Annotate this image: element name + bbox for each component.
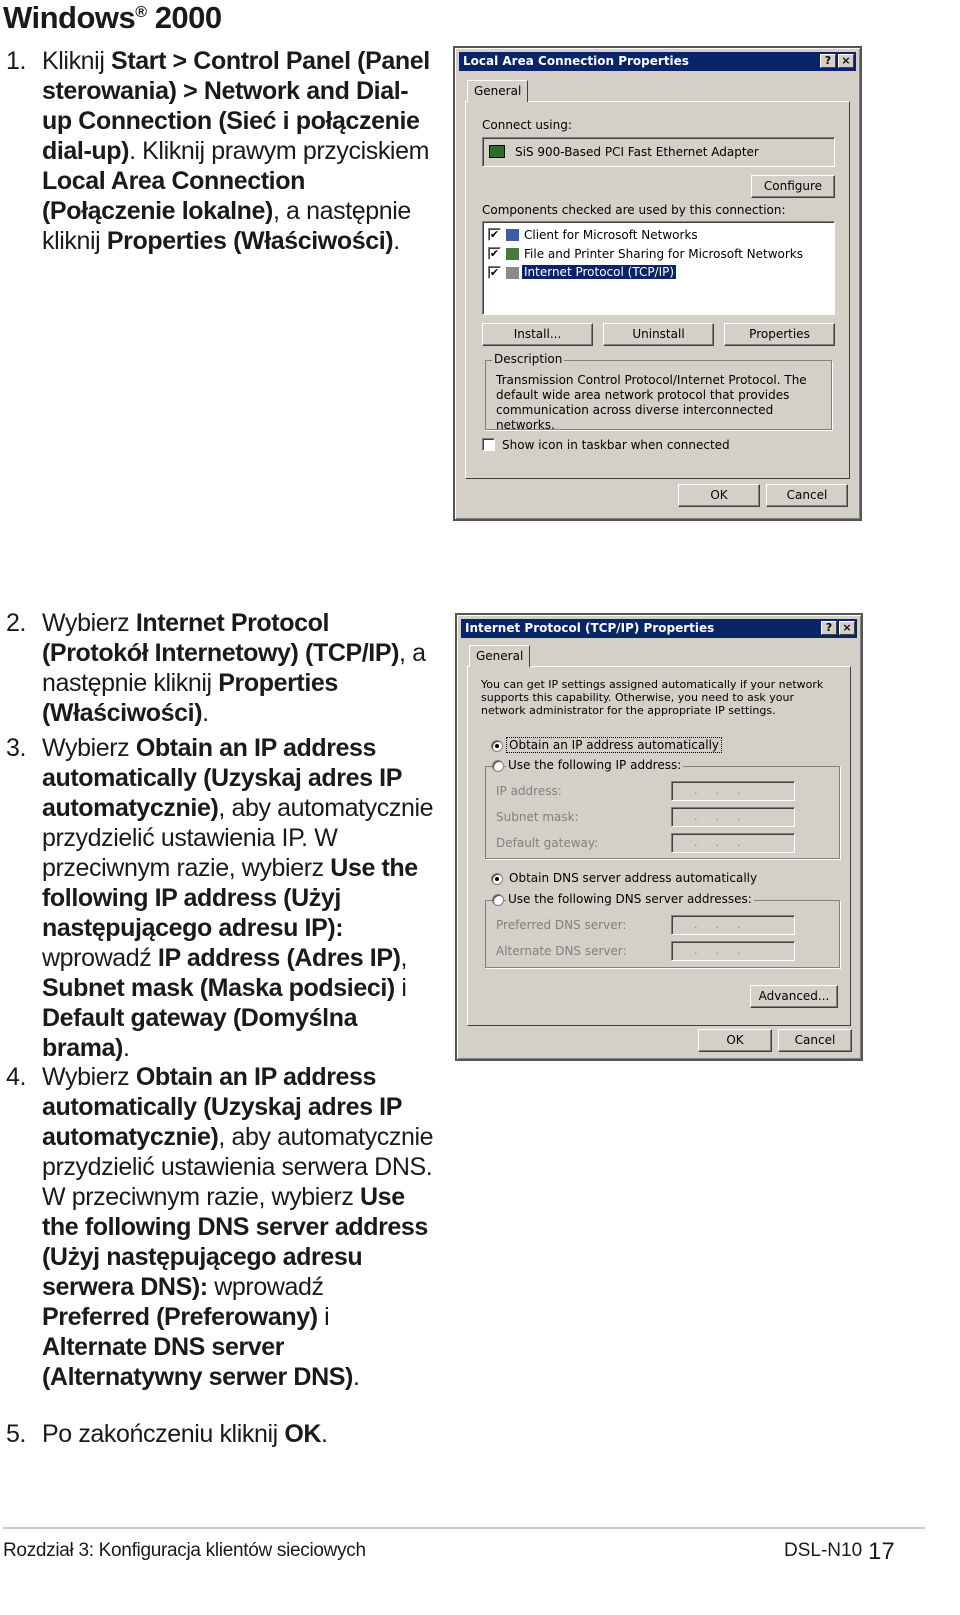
configure-button[interactable]: Configure xyxy=(751,175,835,198)
step-text-segment: , xyxy=(400,944,408,972)
footer-divider xyxy=(3,1527,925,1529)
step-text-segment: Use the following IP address (Użyj następującego adresu IP): xyxy=(42,854,418,942)
use-dns-radio[interactable] xyxy=(492,894,504,906)
step-2 xyxy=(6,608,436,728)
default-gateway-label: Default gateway: xyxy=(496,836,599,850)
step-text-segment: Start > Control Panel (Panel sterowania) > Network and Dial-up Connection (Sieć i połączenie dial-up) xyxy=(42,47,430,165)
step-number: 5. xyxy=(6,1420,27,1448)
components-label: Components checked are used by this connection: xyxy=(482,203,786,217)
step-text-segment: i xyxy=(317,1303,330,1331)
use-ip-radio[interactable] xyxy=(492,760,504,772)
obtain-dns-radio[interactable] xyxy=(491,873,503,885)
show-icon-label: Show icon in taskbar when connected xyxy=(502,438,730,452)
step-text-segment: Wybierz xyxy=(42,734,136,762)
subnet-mask-input[interactable]: ... xyxy=(671,807,795,827)
list-item[interactable] xyxy=(488,265,818,281)
dialog-titlebar xyxy=(459,52,856,71)
step-text-segment: . xyxy=(352,1363,360,1391)
tcpip-properties-dialog xyxy=(455,613,863,1061)
step-text-segment: Wybierz xyxy=(42,609,136,637)
step-number: 2. xyxy=(6,609,27,637)
help-button[interactable]: ? xyxy=(821,621,837,635)
checkbox[interactable]: ✔ xyxy=(489,266,500,279)
file-sharing-icon xyxy=(506,248,519,260)
dialog-title: Local Area Connection Properties xyxy=(463,54,689,68)
list-item[interactable] xyxy=(488,227,818,243)
step-text-segment: . xyxy=(122,1034,130,1062)
step-text-segment: Obtain an IP address automatically (Uzyskaj adres IP automatycznie) xyxy=(42,734,402,822)
step-text-segment: IP address (Adres IP) xyxy=(157,944,401,972)
step-number: 4. xyxy=(6,1063,27,1091)
description-text: Transmission Control Protocol/Internet Protocol. The default wide area network protocol that provides communication across diverse interconnected networks. xyxy=(496,373,807,432)
component-name: Internet Protocol (TCP/IP) xyxy=(524,265,675,279)
uninstall-button[interactable]: Uninstall xyxy=(603,323,714,346)
step-text-segment: Local Area Connection (Połączenie lokalne) xyxy=(42,167,305,225)
dialog-title: Internet Protocol (TCP/IP) Properties xyxy=(465,621,715,635)
step-text-segment: Alternate DNS server (Alternatywny serwer DNS) xyxy=(42,1333,353,1391)
adapter-name: SiS 900-Based PCI Fast Ethernet Adapter xyxy=(515,145,759,159)
list-item[interactable] xyxy=(488,246,818,262)
tab-general[interactable]: General xyxy=(467,80,528,102)
dns-server-group xyxy=(485,892,840,968)
checkbox[interactable] xyxy=(482,438,495,451)
step-text-segment: , a następnie kliknij xyxy=(42,197,411,255)
preferred-dns-label: Preferred DNS server: xyxy=(496,918,627,932)
alternate-dns-input[interactable]: ... xyxy=(671,941,795,961)
checkbox[interactable]: ✔ xyxy=(489,228,500,241)
component-name: Client for Microsoft Networks xyxy=(524,228,698,242)
install-button[interactable]: Install... xyxy=(482,323,593,346)
step-number: 1. xyxy=(6,47,27,75)
step-text-segment: Internet Protocol (Protokół Internetowy) (TCP/IP) xyxy=(42,609,400,667)
step-text-segment: , aby automatycznie przydzielić ustawienia IP. W przeciwnym razie, wybierz xyxy=(42,794,434,882)
advanced-button[interactable]: Advanced... xyxy=(750,985,838,1008)
client-network-icon xyxy=(506,229,519,241)
description-legend: Description xyxy=(494,352,563,366)
step-text xyxy=(42,1062,436,1392)
default-gateway-input[interactable]: ... xyxy=(671,833,795,853)
step-text xyxy=(42,1419,436,1449)
step-text-segment: Po zakończeniu kliknij xyxy=(42,1420,285,1448)
page-number: 17 xyxy=(868,1538,895,1565)
properties-button[interactable]: Properties xyxy=(724,323,835,346)
step-text xyxy=(42,733,436,1063)
obtain-ip-label: Obtain an IP address automatically xyxy=(509,738,720,752)
cancel-button[interactable]: Cancel xyxy=(766,484,848,507)
description-group xyxy=(485,352,832,432)
ip-address-input[interactable]: ... xyxy=(671,781,795,801)
close-button[interactable]: × xyxy=(838,54,854,68)
ok-button[interactable]: OK xyxy=(698,1029,772,1052)
connect-using-label: Connect using: xyxy=(482,118,572,132)
step-text-segment: Properties (Właściwości) xyxy=(42,669,338,727)
network-card-icon xyxy=(489,145,505,158)
cancel-button[interactable]: Cancel xyxy=(778,1029,852,1052)
close-button[interactable]: × xyxy=(839,621,855,635)
step-text-segment: Default gateway (Domyślna brama) xyxy=(42,1004,358,1062)
checkbox[interactable]: ✔ xyxy=(489,247,500,260)
use-dns-label: Use the following DNS server addresses: xyxy=(508,892,752,906)
step-text-segment: Use the following DNS server address (Użyj następującego adresu serwera DNS): xyxy=(42,1183,428,1301)
step-text-segment: Kliknij xyxy=(42,47,112,75)
components-list xyxy=(482,221,835,315)
dialog-titlebar xyxy=(461,619,857,638)
footer-model: DSL-N10 xyxy=(784,1540,863,1561)
obtain-dns-label: Obtain DNS server address automatically xyxy=(509,871,758,885)
step-text xyxy=(42,46,436,256)
step-text-segment: . xyxy=(393,227,400,255)
show-icon-row[interactable] xyxy=(482,437,782,453)
step-text-segment: Properties (Właściwości) xyxy=(106,227,394,255)
use-ip-label: Use the following IP address: xyxy=(508,758,682,772)
step-text-segment: , aby automatycznie przydzielić ustawienia serwera DNS. W przeciwnym razie, wybierz xyxy=(42,1123,434,1211)
step-text-segment: Wybierz xyxy=(42,1063,136,1091)
preferred-dns-input[interactable]: ... xyxy=(671,915,795,935)
step-text-segment: OK xyxy=(284,1420,322,1448)
component-name: File and Printer Sharing for Microsoft Networks xyxy=(524,247,803,261)
step-1 xyxy=(6,46,436,256)
step-text-segment: Obtain an IP address automatically (Uzyskaj adres IP automatycznie) xyxy=(42,1063,402,1151)
step-4 xyxy=(6,1062,436,1392)
footer-chapter: Rozdział 3: Konfiguracja klientów sieciowych xyxy=(3,1540,366,1561)
step-text-segment: i xyxy=(394,974,407,1002)
adapter-field xyxy=(482,137,835,167)
step-text-segment: wprowadź xyxy=(207,1273,324,1301)
step-text xyxy=(42,608,436,728)
tab-general[interactable]: General xyxy=(469,645,530,667)
step-text-segment: Preferred (Preferowany) xyxy=(42,1303,318,1331)
obtain-ip-radio[interactable] xyxy=(491,740,503,752)
step-text-segment: . xyxy=(321,1420,328,1448)
ok-button[interactable]: OK xyxy=(678,484,760,507)
intro-text: You can get IP settings assigned automatically if your network supports this capability. Otherwise, you need to ask your network administrator for the appropriate IP settings. xyxy=(481,678,824,717)
ip-address-group xyxy=(485,758,840,859)
step-number: 3. xyxy=(6,734,27,762)
step-3 xyxy=(6,733,436,1063)
subnet-mask-label: Subnet mask: xyxy=(496,810,579,824)
protocol-icon xyxy=(506,267,519,279)
step-text-segment: Subnet mask (Maska podsieci) xyxy=(42,974,395,1002)
local-area-connection-dialog xyxy=(453,46,862,521)
step-text-segment: . xyxy=(202,699,209,727)
alternate-dns-label: Alternate DNS server: xyxy=(496,944,627,958)
help-button[interactable]: ? xyxy=(820,54,836,68)
step-5 xyxy=(6,1419,436,1449)
section-heading: Windows® 2000 xyxy=(3,0,222,35)
step-text-segment: , a następnie kliknij xyxy=(42,639,426,697)
step-text-segment: . Kliknij prawym przyciskiem xyxy=(129,137,430,165)
step-text-segment: wprowadź xyxy=(42,944,158,972)
ip-address-label: IP address: xyxy=(496,784,562,798)
